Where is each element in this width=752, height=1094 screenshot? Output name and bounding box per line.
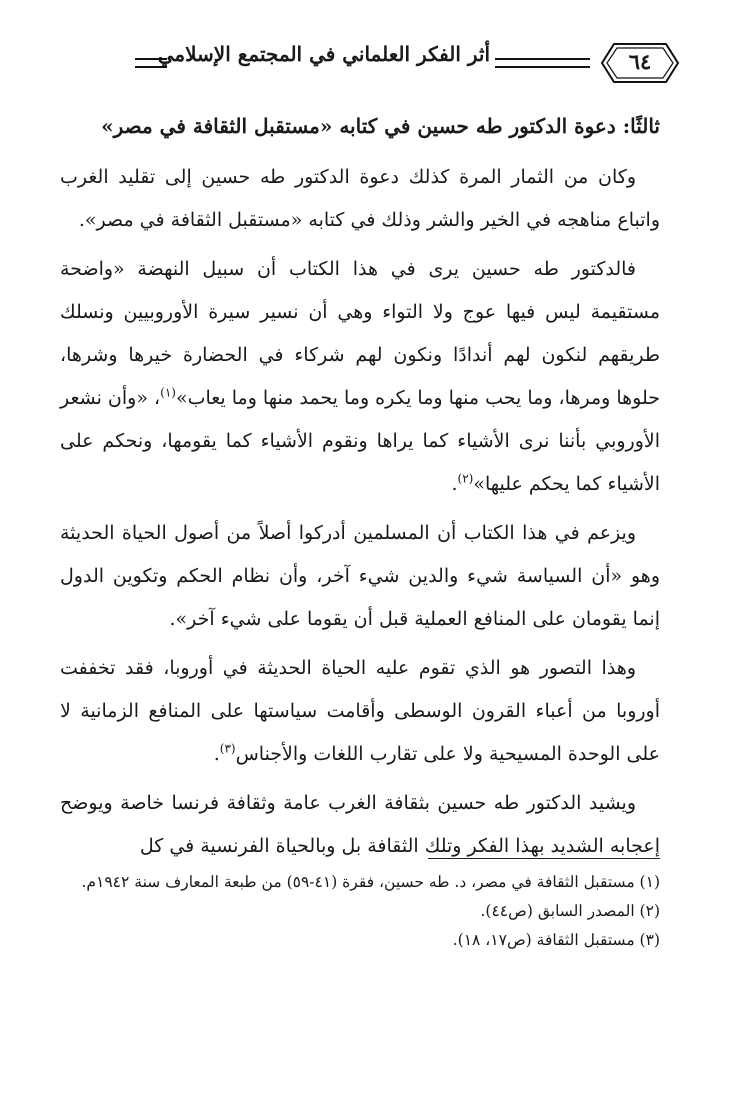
footnote-ref-2[interactable]: (٢) <box>457 471 474 486</box>
paragraph-5: ويشيد الدكتور طه حسين بثقافة الغرب عامة وثقافة فرنسا خاصة ويوضح إعجابه الشديد بهذا الفكر وتلك الثقافة بل وبالحياة الفرنسية في كل <box>60 792 660 857</box>
paragraph-4-end: . <box>213 743 220 765</box>
main-text <box>60 108 660 874</box>
footnote-separator <box>428 858 660 859</box>
paragraph-1: وكان من الثمار المرة كذلك دعوة الدكتور طه حسين إلى تقليد الغرب واتباع مناهجه في الخير والشر وذلك في كتابه «مستقبل الثقافة في مصر». <box>60 166 660 231</box>
paragraph-4 <box>60 647 660 776</box>
footnotes <box>60 868 660 955</box>
paragraph-2-quote-2: ، «وأن نشعر الأوروبي بأننا نرى الأشياء كما يراها ونقوم الأشياء كما يقومها، ونحكم على الأشياء كما يحكم عليها» <box>59 387 660 495</box>
page-number-badge <box>600 40 680 86</box>
footnote-ref-1[interactable]: (١) <box>160 385 176 400</box>
paragraph-3: ويزعم في هذا الكتاب أن المسلمين أدركوا أصلاً من أصول الحياة الحديثة وهو «أن السياسة شيء والدين شيء آخر، وأن نظام الحكم وتكوين الدول إنما يقومان على المنافع العملية قبل أن يقوما على شيء آخر». <box>60 522 660 630</box>
header-rule-right <box>495 58 590 68</box>
paragraph-2-end: . <box>451 473 458 495</box>
footnote-2: (٢) المصدر السابق (ص٤٤). <box>480 902 660 920</box>
footnote-3: (٣) مستقبل الثقافة (ص١٧، ١٨). <box>452 931 660 949</box>
running-title: أثر الفكر العلماني في المجتمع الإسلامي <box>157 42 490 66</box>
header-rule-left <box>135 58 167 68</box>
footnote-1: (١) مستقبل الثقافة في مصر، د. طه حسين، فقرة (٤١-٥٩) من طبعة المعارف سنة ١٩٤٢م. <box>81 873 660 891</box>
paragraph-2-quote-1: فالدكتور طه حسين يرى في هذا الكتاب أن سبيل النهضة «واضحة مستقيمة ليس فيها عوج ولا التواء وهي أن نسير سيرة الأوروبيين ونسلك طريقهم لنكون لهم أندادًا ونكون لهم شركاء في الحضارة خيرها وشرها، حلوها ومرها، وما يحب منها وما يكره وما يحمد منها وما يعاب» <box>60 258 660 409</box>
page-header <box>80 38 680 94</box>
section-heading: ثالثًا: دعوة الدكتور طه حسين في كتابه «مستقبل الثقافة في مصر» <box>101 114 660 138</box>
paragraph-4-text: وهذا التصور هو الذي تقوم عليه الحياة الحديثة في أوروبا، فقد تخففت أوروبا من أعباء القرون الوسطى وأقامت سياستها على المنافع الزمانية لا على الوحدة المسيحية ولا على تقارب اللغات والأجناس <box>60 657 660 765</box>
footnote-ref-3[interactable]: (٣) <box>219 741 236 756</box>
paragraph-2 <box>60 248 660 506</box>
page-number: ٦٤ <box>628 49 652 74</box>
